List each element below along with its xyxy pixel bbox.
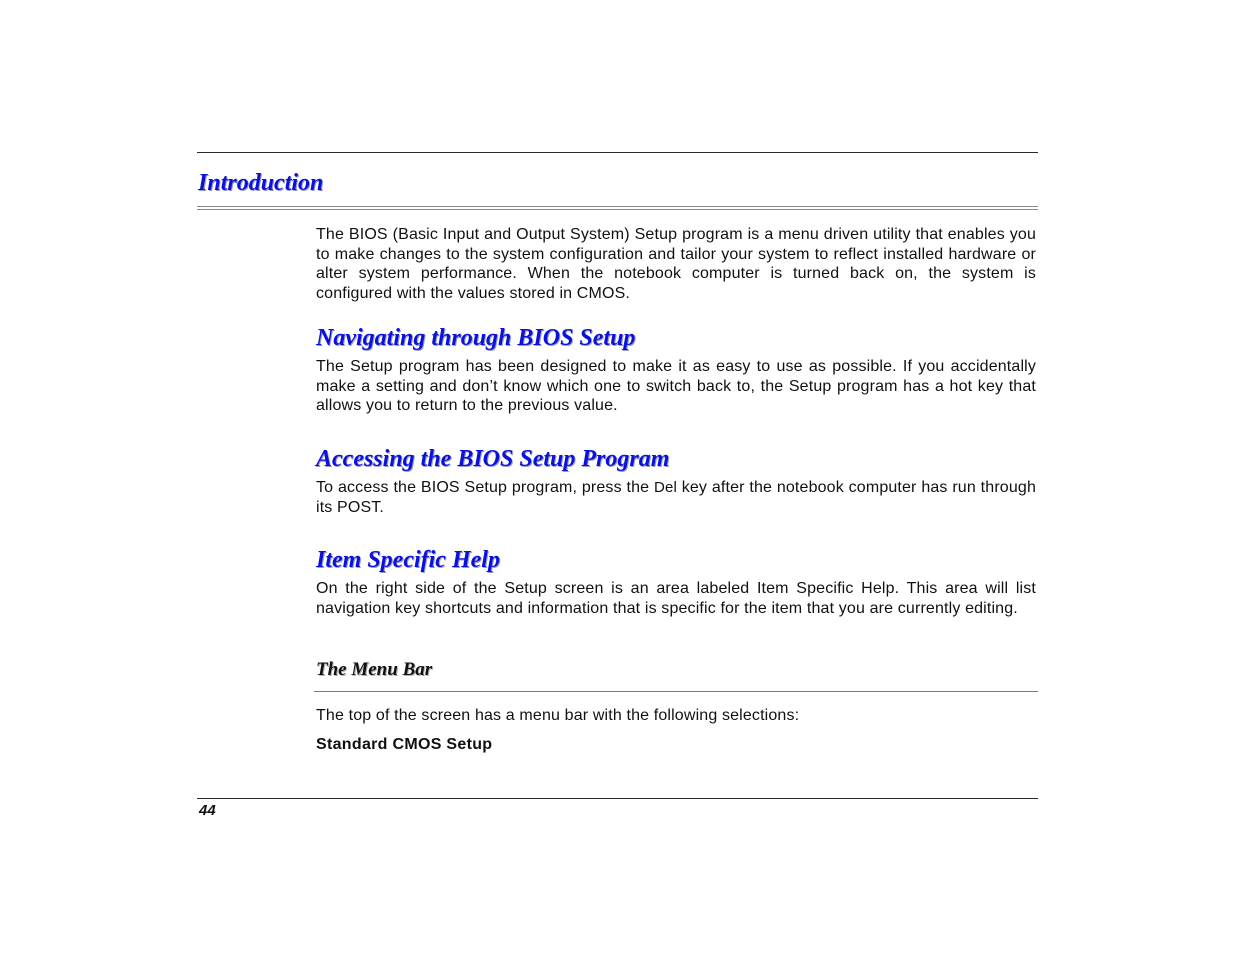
introduction-underline-top <box>197 206 1038 207</box>
navigating-heading: Navigating through BIOS Setup <box>316 325 636 351</box>
menu-bar-body <box>316 706 1036 754</box>
item-help-section <box>316 547 1036 618</box>
footer-rule <box>197 798 1038 799</box>
item-help-heading: Item Specific Help <box>316 547 500 573</box>
accessing-text-before: To access the BIOS Setup program, press the <box>316 479 654 496</box>
menu-bar-section <box>316 659 1036 681</box>
introduction-underline-bottom <box>197 209 1038 210</box>
menu-bar-underline <box>314 691 1038 692</box>
header-rule <box>197 152 1038 153</box>
menu-bar-heading: The Menu Bar <box>316 659 433 680</box>
standard-cmos-setup-subheading: Standard CMOS Setup <box>316 735 493 753</box>
accessing-heading: Accessing the BIOS Setup Program <box>316 446 670 472</box>
page-number: 44 <box>199 802 216 819</box>
accessing-section <box>316 446 1036 517</box>
intro-paragraph: The BIOS (Basic Input and Output System) Setup program is a menu driven utility that enables you to make changes to the system configuration and tailor your system to reflect installed hardware or alter system performance. When the notebook computer is turned back on, the system is configured with the values stored in CMOS. <box>316 226 1036 303</box>
intro-section <box>316 225 1036 304</box>
del-key-label: Del <box>653 479 677 496</box>
accessing-paragraph <box>316 478 1036 517</box>
accessing-text-after: key after the notebook computer has run through its POST. <box>316 479 1036 516</box>
item-help-paragraph: On the right side of the Setup screen is an area labeled Item Specific Help. This area will list navigation key shortcuts and information that is specific for the item that you are currently editing. <box>316 580 1036 617</box>
navigating-paragraph: The Setup program has been designed to make it as easy to use as possible. If you accidentally make a setting and don’t know which one to switch back to, the Setup program has a hot key that allows you to return to the previous value. <box>316 358 1036 415</box>
navigating-section <box>316 325 1036 416</box>
menu-bar-paragraph: The top of the screen has a menu bar with the following selections: <box>316 707 800 724</box>
introduction-heading: Introduction <box>198 170 324 196</box>
